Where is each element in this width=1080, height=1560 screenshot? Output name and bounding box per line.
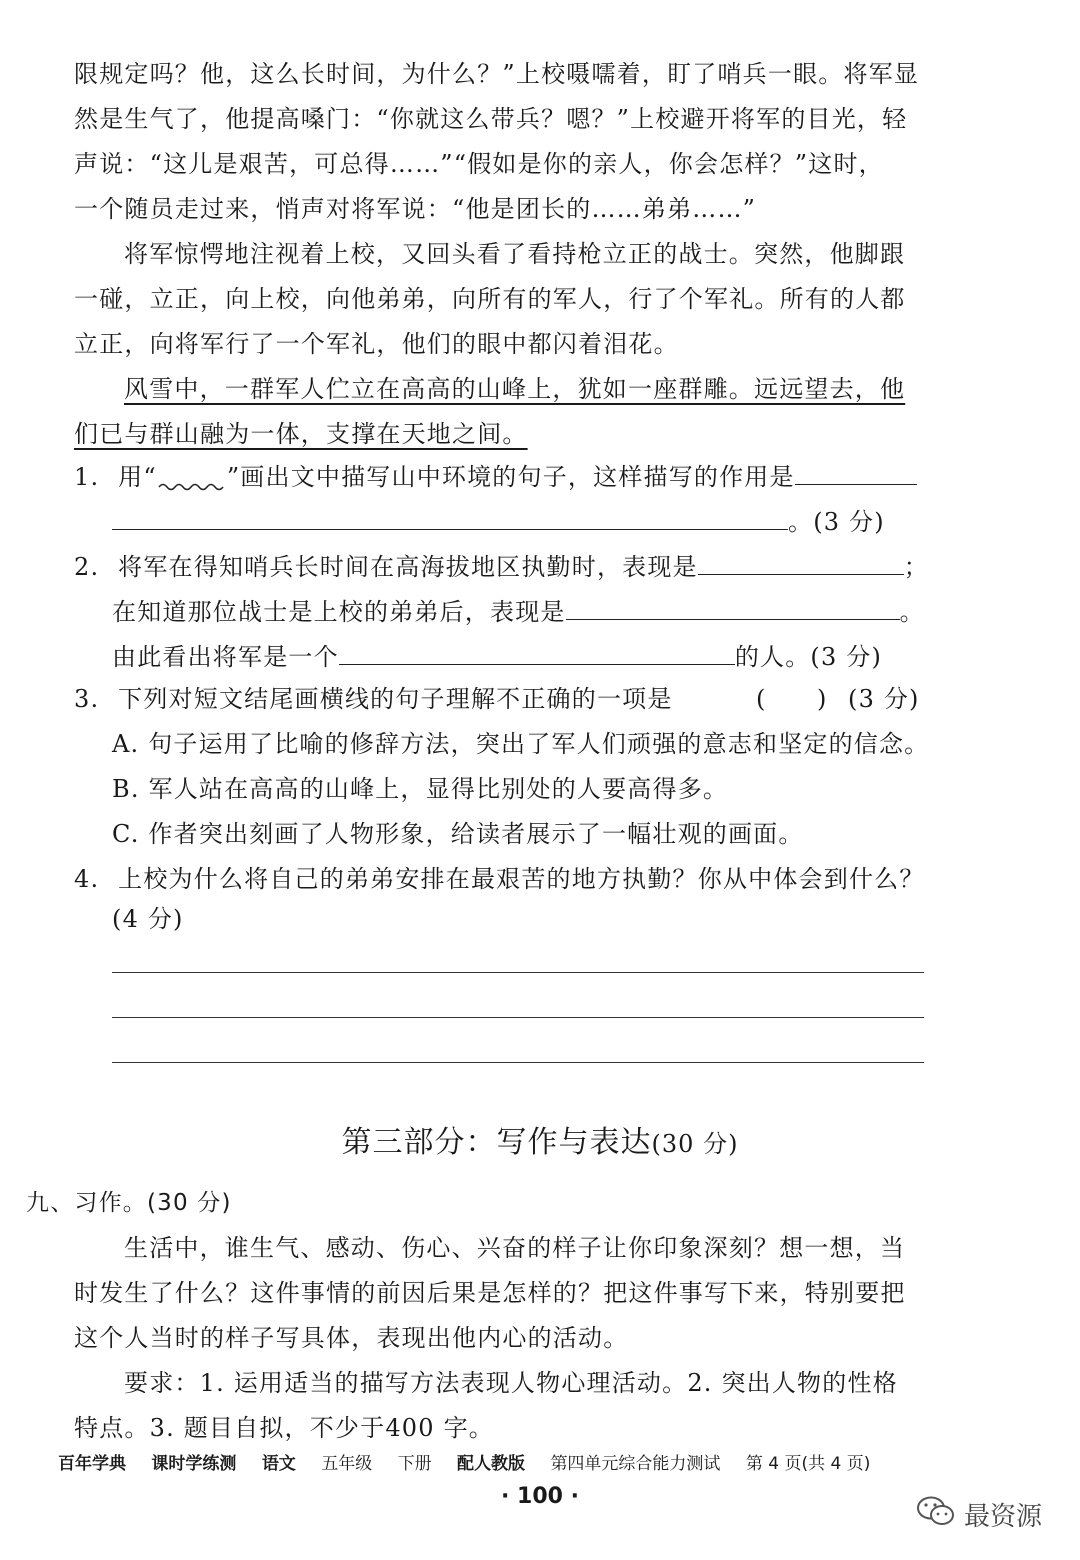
story-line: 声说：“这儿是艰苦，可总得……”“假如是你的亲人，你会怎样？”这时， — [74, 150, 884, 178]
footer-grade: 五年级 — [321, 1454, 373, 1474]
story-line: 一个随员走过来，悄声对将军说：“他是团长的……弟弟……” — [74, 195, 757, 223]
watermark-text: 最资源 — [964, 1502, 1043, 1532]
story-line: 立正，向将军行了一个军礼，他们的眼中都闪着泪花。 — [74, 330, 679, 358]
question-number: 3. — [74, 685, 100, 713]
footer-test: 第四单元综合能力测试 — [550, 1454, 721, 1474]
question-text: 上校为什么将自己的弟弟安排在最艰苦的地方执勤？你从中体会到什么？ — [118, 865, 925, 893]
punct: 。 — [899, 598, 925, 626]
wavy-line-icon — [157, 459, 227, 485]
question-2 — [74, 548, 929, 583]
answer-blank[interactable] — [566, 593, 900, 620]
question-2-line3 — [112, 638, 924, 673]
question-number: 4. — [74, 865, 100, 893]
watermark — [916, 1494, 1042, 1535]
question-text: 用“ — [118, 463, 157, 491]
section-title-text: 第三部分：写作与表达 — [341, 1125, 652, 1160]
essay-heading: 九、习作。(30 分) — [26, 1190, 232, 1216]
footer-volume: 下册 — [397, 1454, 432, 1474]
section-points: (30 分) — [651, 1130, 739, 1158]
underlined-sentence: 们已与群山融为一体，支撑在天地之间。 — [74, 420, 528, 448]
page-number: · 100 · — [501, 1484, 579, 1509]
answer-blank[interactable] — [112, 503, 788, 530]
question-text: 将军在得知哨兵长时间在高海拔地区执勤时，表现是 — [118, 553, 698, 581]
question-text: 下列对短文结尾画横线的句子理解不正确的一项是 — [118, 685, 673, 713]
essay-requirements: 特点。3. 题目自拟，不少于400 字。 — [74, 1414, 494, 1442]
page-footer — [58, 1452, 890, 1476]
answer-blank[interactable] — [339, 638, 735, 665]
footer-subject: 语文 — [261, 1454, 296, 1474]
story-line: 然是生气了，他提高嗓门：“你就这么带兵？嗯？”上校避开将军的目光，轻 — [74, 105, 908, 133]
underlined-sentence: 风雪中，一群军人伫立在高高的山峰上，犹如一座群雕。远远望去，他 — [124, 375, 906, 403]
footer-brand: 百年学典 — [58, 1454, 126, 1474]
points-label: (3 分) — [848, 685, 920, 713]
points-label: (4 分) — [112, 905, 184, 933]
wechat-icon — [916, 1494, 956, 1535]
essay-prompt: 时发生了什么？这件事情的前因后果是怎样的？把这件事写下来，特别要把 — [74, 1279, 906, 1307]
points-label: 。(3 分) — [788, 508, 885, 536]
footer-edition: 配人教版 — [457, 1454, 526, 1474]
story-line: 将军惊愕地注视着上校，又回头看了看持枪立正的战士。突然，他脚跟 — [124, 240, 906, 268]
question-number: 1. — [74, 463, 100, 491]
answer-parens[interactable]: ( ) — [756, 685, 828, 713]
question-text: 在知道那位战士是上校的弟弟后，表现是 — [112, 598, 566, 626]
essay-prompt: 生活中，谁生气、感动、伤心、兴奋的样子让你印象深刻？想一想，当 — [124, 1234, 906, 1262]
story-line: 限规定吗？他，这么长时间，为什么？”上校嗫嚅着，盯了哨兵一眼。将军显 — [74, 60, 920, 88]
points-label: 的人。(3 分) — [734, 643, 883, 671]
question-number: 2. — [74, 553, 100, 581]
question-2-line2 — [112, 593, 924, 628]
answer-line[interactable] — [112, 1017, 924, 1018]
question-4 — [74, 863, 924, 895]
question-text: ”画出文中描写山中环境的句子，这样描写的作用是 — [226, 463, 795, 491]
answer-blank[interactable] — [698, 548, 904, 575]
question-1-cont — [112, 503, 924, 538]
footer-page-info: 第 4 页(共 4 页) — [745, 1454, 871, 1474]
footer-series: 课时学练测 — [151, 1454, 237, 1474]
option-c[interactable]: C. 作者突出刻画了人物形象，给读者展示了一幅壮观的画面。 — [112, 820, 804, 848]
answer-line[interactable] — [112, 1062, 924, 1063]
section-title — [0, 1123, 1080, 1164]
option-b[interactable]: B. 军人站在高高的山峰上，显得比别处的人要高得多。 — [112, 775, 729, 803]
option-a[interactable]: A. 句子运用了比喻的修辞方法，突出了军人们顽强的意志和坚定的信念。 — [112, 730, 930, 758]
question-3 — [74, 683, 924, 715]
answer-blank[interactable] — [795, 458, 917, 485]
punct: ； — [903, 553, 929, 581]
question-1 — [74, 458, 924, 493]
question-text: 由此看出将军是一个 — [112, 643, 339, 671]
story-line: 一碰，立正，向上校，向他弟弟，向所有的军人，行了个军礼。所有的人都 — [74, 285, 906, 313]
essay-prompt: 这个人当时的样子写具体，表现出他内心的活动。 — [74, 1324, 629, 1352]
essay-requirements: 要求：1. 运用适当的描写方法表现人物心理活动。2. 突出人物的性格 — [124, 1369, 898, 1397]
answer-line[interactable] — [112, 972, 924, 973]
